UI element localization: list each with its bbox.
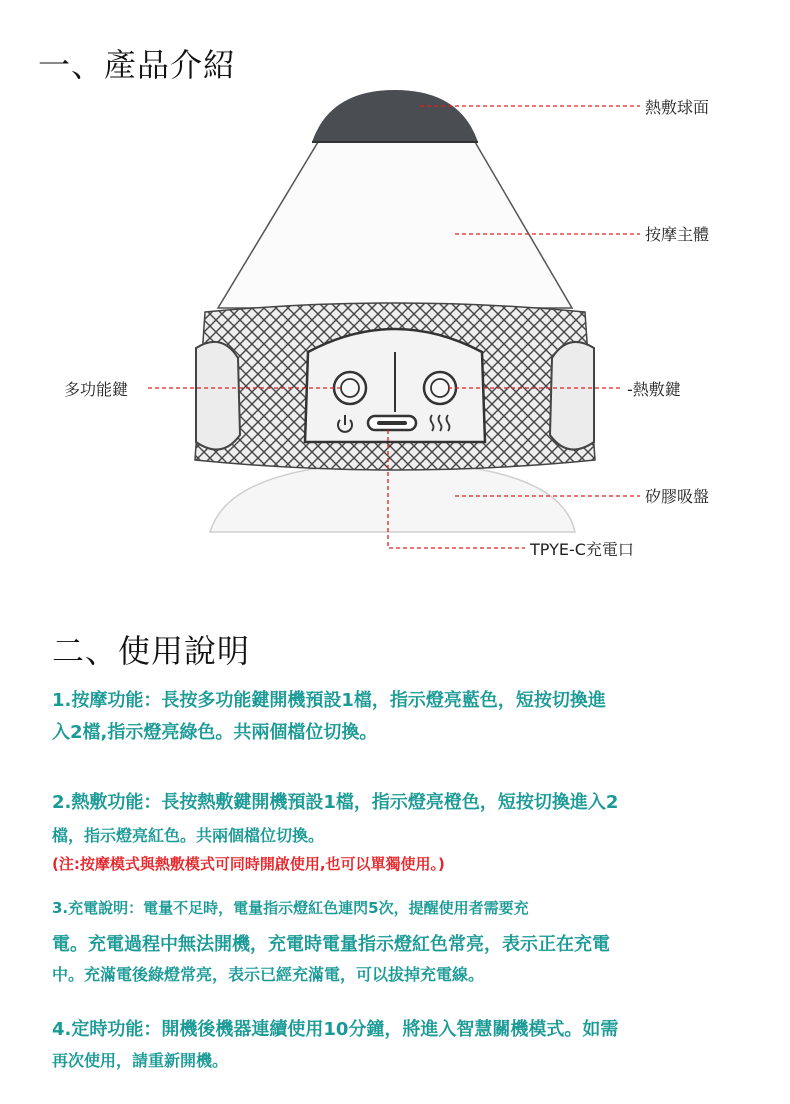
paragraph-heat-line2: 檔，指示燈亮紅色。共兩個檔位切換。 <box>52 826 325 845</box>
paragraph-heat-line1: 2.熱敷功能：長按熱敷鍵開機預設1檔，指示燈亮橙色，短按切換進入2 <box>52 792 619 813</box>
paragraph-charge-line1: 3.充電說明：電量不足時，電量指示燈紅色連閃5次，提醒使用者需要充 <box>52 899 529 917</box>
label-heat-key: -熱敷鍵 <box>627 380 681 399</box>
paragraph-charge-line2: 電。充電過程中無法開機，充電時電量指示燈紅色常亮，表示正在充電 <box>52 934 610 955</box>
note-text: (注:按摩模式與熱敷模式可同時開啟使用,也可以單獨使用。) <box>52 855 445 873</box>
label-suction: 矽膠吸盤 <box>645 487 710 506</box>
paragraph-timer-line2: 再次使用，請重新開機。 <box>52 1051 229 1070</box>
paragraph-massage-line1: 1.按摩功能：長按多功能鍵開機預設1檔，指示燈亮藍色，短按切換進 <box>52 690 606 711</box>
label-main-body: 按摩主體 <box>645 225 710 244</box>
label-port: TPYE-C充電口 <box>530 540 634 559</box>
paragraph-charge-line3: 中。充滿電後綠燈常亮，表示已經充滿電，可以拔掉充電線。 <box>52 965 485 984</box>
paragraph-timer-line1: 4.定時功能：開機後機器連續使用10分鐘，將進入智慧關機模式。如需 <box>52 1019 619 1040</box>
suction-cup <box>210 462 575 532</box>
main-body-cone <box>218 142 572 308</box>
left-side-pad <box>196 342 240 450</box>
section-title-intro: 一、產品介紹 <box>38 46 237 84</box>
label-heat-ball: 熱敷球面 <box>645 98 710 117</box>
heat-ball-cap <box>312 90 478 142</box>
paragraph-massage-line2: 入2檔,指示燈亮綠色。共兩個檔位切換。 <box>52 722 378 743</box>
section-title-usage: 二、使用說明 <box>52 632 251 670</box>
label-multi-key: 多功能鍵 <box>64 380 129 399</box>
right-side-pad <box>550 342 594 450</box>
